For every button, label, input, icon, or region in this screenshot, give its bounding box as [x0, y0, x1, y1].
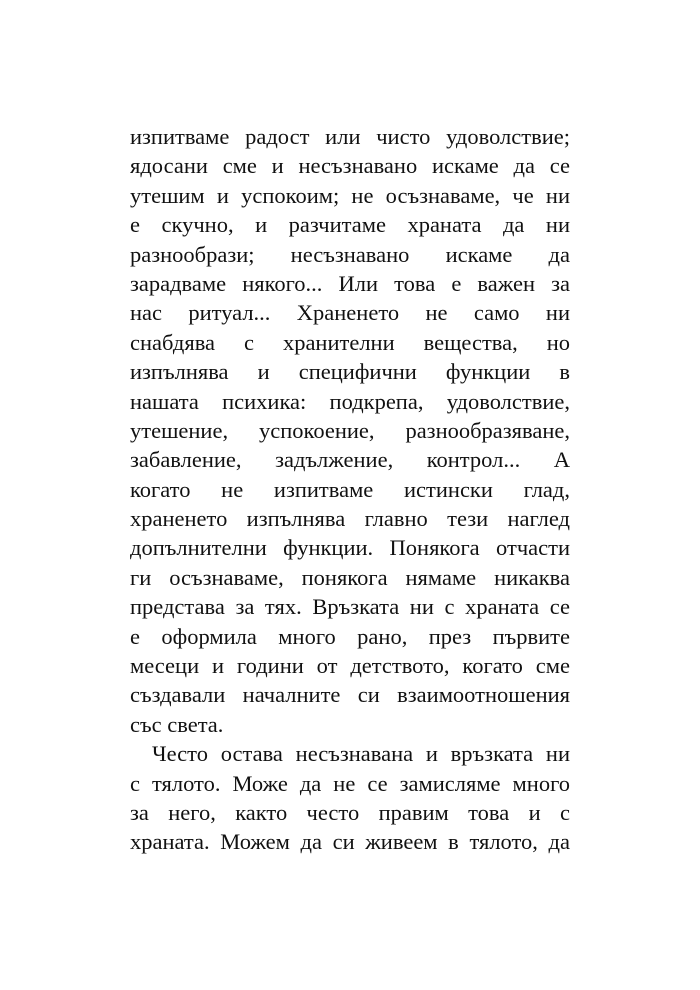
text-line: забавление, задължение, контрол... А [130, 447, 570, 473]
text-line: допълнителни функции. Понякога отчасти [130, 535, 570, 561]
paragraph-1 [130, 122, 570, 739]
text-line: разнообрази; несъзнавано искаме да [130, 241, 570, 267]
text-line: утешим и успокоим; не осъзнаваме, че ни [130, 182, 570, 208]
text-line: със света. [130, 711, 224, 737]
text-line: храненето изпълнява главно тези наглед [130, 506, 570, 532]
text-line: нашата психика: подкрепа, удоволствие, [130, 388, 570, 414]
paragraph-2 [130, 739, 570, 857]
text-line: е оформила много рано, през първите [130, 623, 570, 649]
text-line: създавали началните си взаимоотношения [130, 682, 570, 708]
text-line: Често остава несъзнавана и връзката ни [152, 741, 570, 767]
text-line: е скучно, и разчитаме храната да ни [130, 212, 570, 238]
text-line: представа за тях. Връзката ни с храната се [130, 594, 570, 620]
text-line: изпълнява и специфични функции в [130, 359, 570, 385]
text-line: храната. Можем да си живеем в тялото, да [130, 829, 570, 855]
text-line: с тялото. Може да не се замисляме много [130, 770, 570, 796]
text-line: изпитваме радост или чисто удоволствие; [130, 124, 570, 149]
body-text [130, 122, 570, 857]
text-line: утешение, успокоение, разнообразяване, [130, 417, 570, 443]
text-line: когато не изпитваме истински глад, [130, 476, 570, 502]
text-line: нас ритуал... Храненето не само ни [130, 300, 570, 326]
text-line: ги осъзнаваме, понякога нямаме никаква [130, 564, 570, 590]
text-line: зарадваме някого... Или това е важен за [130, 270, 570, 296]
text-line: ядосани сме и несъзнавано искаме да се [130, 153, 570, 179]
text-line: месеци и години от детството, когато сме [130, 653, 570, 679]
text-line: за него, както често правим това и с [130, 799, 570, 825]
text-line: снабдява с хранителни вещества, но [130, 329, 570, 355]
